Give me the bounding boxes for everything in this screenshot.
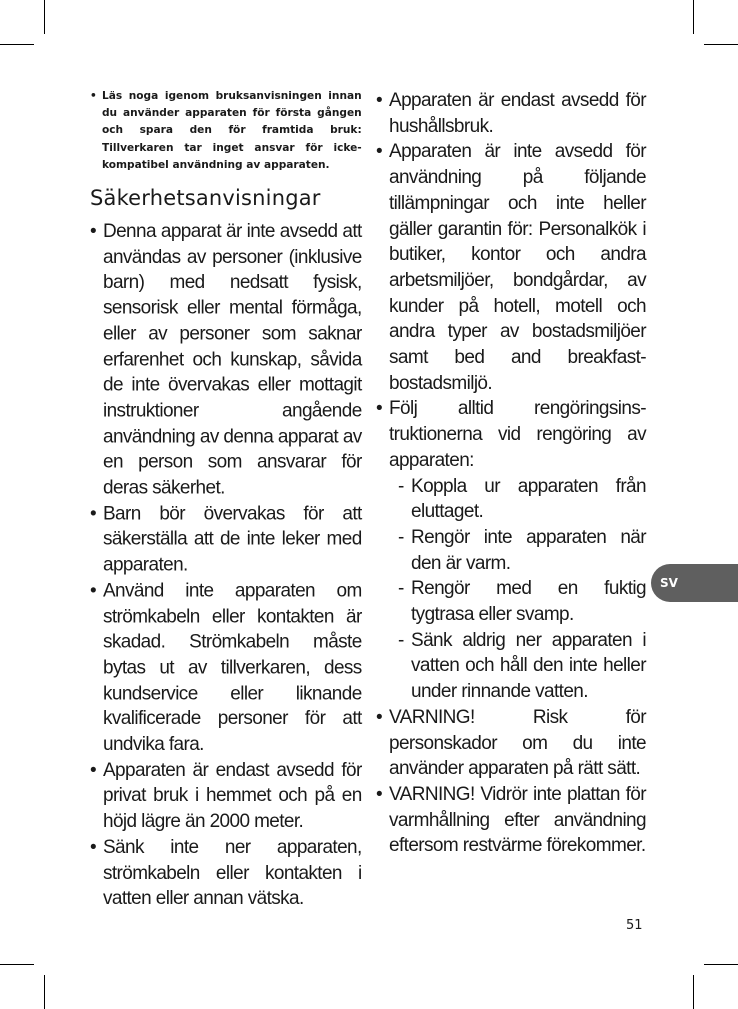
list-item-warning: • VARNING! Risk för personskador om du inte använder apparaten på rätt sätt. (376, 705, 646, 782)
cleaning-intro: Följ alltid rengöringsins-truktionerna vid rengöring av apparaten: (389, 398, 646, 471)
crop-mark (704, 964, 738, 965)
language-tab: SV (651, 564, 738, 602)
crop-mark (44, 975, 45, 1009)
safety-list-right (376, 88, 646, 859)
sub-list-item: - Rengör med en fuktig tygtrasa eller svamp. (389, 576, 646, 627)
cleaning-steps (389, 474, 646, 705)
safety-list-left (90, 219, 362, 912)
sub-list-item: - Rengör inte apparaten när den är varm. (389, 525, 646, 576)
sub-list-item: - Sänk aldrig ner apparaten i vatten och håll den inte heller under rinnande vatten. (389, 628, 646, 705)
list-item: • Apparaten är endast avsedd för privat bruk i hemmet och på en höjd lägre än 2000 meter. (90, 758, 362, 835)
crop-mark (0, 964, 34, 965)
right-column (376, 88, 646, 859)
list-item: • Apparaten är endast avsedd för hushållsbruk. (376, 88, 646, 139)
section-heading: Säkerhetsanvisningar (90, 185, 321, 210)
list-item: • Denna apparat är inte avsedd att användas av personer (inklusive barn) med nedsatt fysisk, sensorisk eller mental förmåga, eller av personer som saknar erfarenhet och kunskap, såvida de inte övervakas eller mottagit instruktioner angående användning av denna apparat av en person som ansvarar för deras säkerhet. (90, 219, 362, 501)
intro-text: • Läs noga igenom bruksanvisningen innan du använder apparaten för första gången och spara den för framtida bruk: Tillverkaren tar inget ansvar för icke-kompatibel användning av apparaten. (90, 88, 362, 174)
left-column (90, 88, 362, 912)
sub-list-item: - Koppla ur apparaten från eluttaget. (389, 474, 646, 525)
list-item-warning: • VARNING! Vidrör inte plattan för varmhållning efter användning eftersom restvärme förekommer. (376, 782, 646, 859)
crop-mark (44, 0, 45, 34)
crop-mark (704, 44, 738, 45)
list-item: • Apparaten är inte avsedd för användning på följande tillämpningar och inte heller gäller garantin för: Personalkök i butiker, kontor och andra arbetsmiljöer, bondgårdar, av kunder på hotell, motell och andra typer av bostadsmiljöer samt bed and breakfast-bostadsmiljö. (376, 139, 646, 396)
crop-mark (693, 0, 694, 34)
list-item: • Barn bör övervakas för att säkerställa att de inte leker med apparaten. (90, 501, 362, 578)
list-item-cleaning (376, 396, 646, 704)
crop-mark (0, 44, 34, 45)
list-item: • Använd inte apparaten om strömkabeln eller kontakten är skadad. Strömkabeln måste bytas ut av tillverkaren, dess kundservice eller liknande kvalificerade personer för att undvika fara. (90, 578, 362, 758)
page-number: 51 (626, 918, 643, 933)
crop-mark (693, 975, 694, 1009)
list-item: • Sänk inte ner apparaten, strömkabeln eller kontakten i vatten eller annan vätska. (90, 835, 362, 912)
